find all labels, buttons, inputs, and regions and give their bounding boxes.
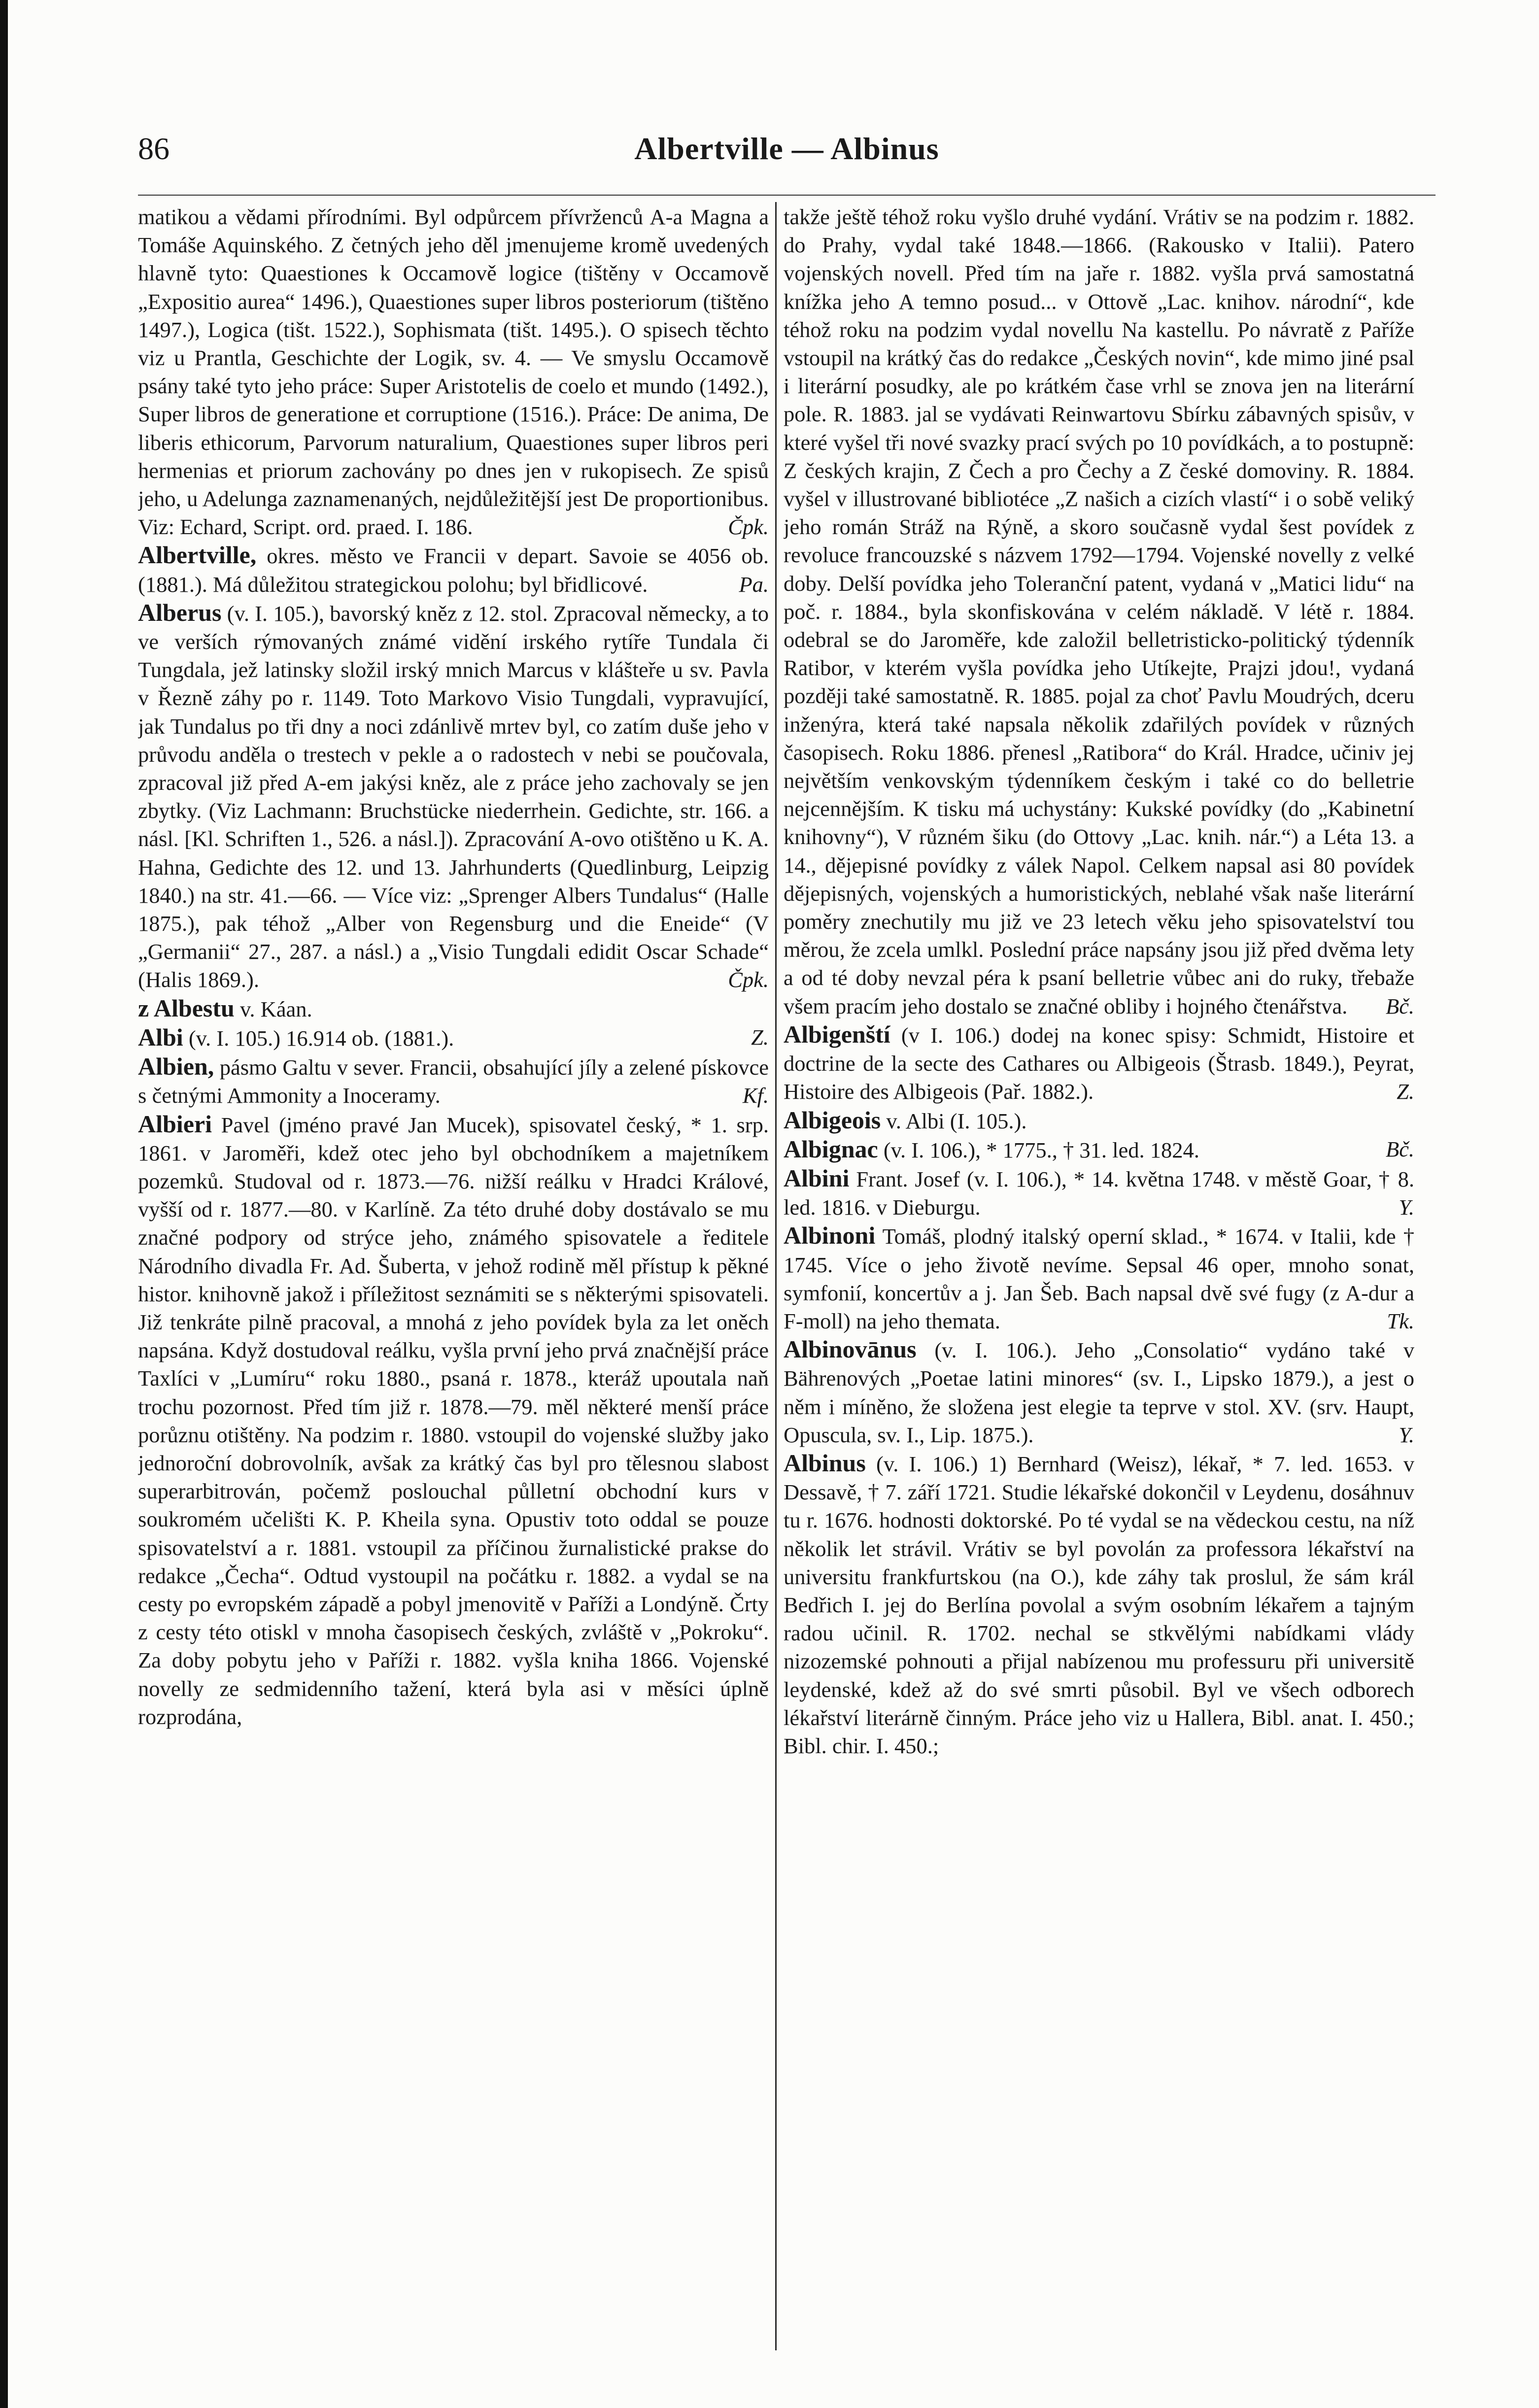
entry-headword: Albigenští bbox=[784, 1020, 890, 1048]
entry-signature: Bč. bbox=[1385, 1136, 1414, 1161]
entry-text: (v. I. 106.) 1) Bernhard (Weisz), lékař, * 7. led. 1653. v Dessavě, † 7. září 1721. Studie lékařské dokončil v Leydenu, dosáhnuv tu r. 1676. hodnosti doktorské. Po té vydal se na vědeckou cestu, na níž několik let strávil. Vrátiv se byl povolán za professora lékařství na universitu frankfurtskou (na O.), kde záhy tak proslul, že sám král Bedřich I. jej do Berlína povolal a svým osobním lékařem a tajným radou učinil. R. 1702. nechal se stkvělými nabídkami vlády nizozemské pohnouti a přijal nabízenou mu professuru při universitě leydenské, kdež až do své smrti působil. Byl ve všech odborech lékařství literárně činným. Práce jeho viz u Hallera, Bibl. anat. I. 450.; Bibl. chir. I. 450.; bbox=[784, 1451, 1414, 1758]
entry bbox=[138, 994, 769, 1023]
entry bbox=[784, 202, 1414, 1020]
entry-signature: Kf. bbox=[742, 1083, 769, 1108]
entry-text: Pavel (jméno pravé Jan Mucek), spisovatel český, * 1. srp. 1861. v Jaroměři, kdež otec jeho byl obchodníkem a majetníkem pozemků. Studoval od r. 1873.—76. nižší reálku v Hradci Králové, vyšší od r. 1877.—80. v Karlíně. Za této druhé doby dostávalo se mu značné podpory od strýce jeho, známého spisovatele a ředitele Národního divadla Fr. Ad. Šuberta, v jehož rodině měl přístup k pěkné histor. knihovně jakož i příležitost seznámiti se s některými spisovateli. Již tenkráte pilně pracoval, a mnohá z jeho povídek byla za let oněch napsána. Když dostudoval reálku, vyšla první jeho prvá značnější práce Taxlíci v „Lumíru“ roku 1880., psaná r. 1878., kteráž upoutala naň trochu pozornost. Před tím již r. 1878.—79. měl některé menší práce porůznu otištěny. Na podzim r. 1880. vstoupil do vojenské služby jako jednoroční dobrovolník, avšak za krátký čas byl pro tělesnou slabost superarbitrován, počemž poslouchal půlletní obchodní kurs v soukromém učelišti K. P. Kheila syna. Opustiv toto oddal se pouze spisovatelství a r. 1881. vstoupil za příčinou žurnalistické prakse do redakce „Čecha“. Odtud vystoupil na počátku r. 1882. a vydal se na cesty po evropském západě a pobyl jmenovitě v Paříži a Londýně. Črty z cesty této otiskl v mnoha časopisech českých, zvláště v „Pokroku“. Za doby pobytu jeho v Paříži r. 1882. vyšla kniha 1866. Vojenské novelly ze sedmidenního tažení, která byla asi v měsíci úplně rozprodána, bbox=[138, 1112, 769, 1729]
entry bbox=[138, 1023, 769, 1052]
header-rule bbox=[138, 195, 1436, 196]
entry-signature: Čpk. bbox=[728, 514, 769, 540]
entry bbox=[138, 541, 769, 598]
entry bbox=[138, 599, 769, 994]
entry-headword: z Albestu bbox=[138, 994, 235, 1022]
entry-text: Tomáš, plodný italský operní sklad., * 1674. v Italii, kde † 1745. Více o jeho životě nevíme. Sepsal 46 oper, mnoho sonat, symfonií, koncertův a j. Jan Šeb. Bach napsal dvě své fugy (z A-dur a F-moll) na jeho themata. bbox=[784, 1224, 1414, 1333]
entry-headword: Albigeois bbox=[784, 1106, 881, 1134]
entry-headword: Albi bbox=[138, 1023, 183, 1051]
entry-text: takže ještě téhož roku vyšlo druhé vydání. Vrátiv se na podzim r. 1882. do Prahy, vydal také 1848.—1866. (Rakousko v Italii). Patero vojenských novell. Před tím na jaře r. 1882. vyšla prvá samostatná knížka jeho A temno posud... v Ottově „Lac. knihov. národní“, kde téhož roku na podzim vydal novellu Na kastellu. Po návratě z Paříže vstoupil na krátký čas do redakce „Českých novin“, kde mimo jiné psal i literární posudky, ale po krátkém čase vrhl se znova jen na literární pole. R. 1883. jal se vydávati Reinwartovu Sbírku zábavných spisův, v které vyšel tři nové svazky prací svých po 10 povídkách, a to postupně: Z českých krajin, Z Čech a pro Čechy a Z české domoviny. R. 1884. vyšel v illustrované bibliotéce „Z našich a cizích vlastí“ i o sobě veliký jeho román Stráž na Rýně, a skoro současně vydal šest povídek z revoluce francouzské s názvem 1792—1794. Vojenské novelly z velké doby. Delší povídka jeho Toleranční patent, vydaná v „Matici lidu“ na poč. r. 1884., byla skonfiskována v celém nákladě. V létě r. 1884. odebral se do Jaroměře, kde založil belletristicko-politický týdenník Ratibor, v kterém vyšla povídka jeho Utíkejte, Prajzi jdou!, vydaná později také samostatně. R. 1885. pojal za choť Pavlu Moudrých, dceru inženýra, která také napsala několik zdařilých povídek v různých časopisech. Roku 1886. přenesl „Ratibora“ do Král. Hradce, učiniv jej největším venkovským týdenníkem českým i také co do belletrie nejcennějším. K tisku má uchystány: Kukské povídky (do „Kabinetní knihovny“), V různém šiku (do Ottovy „Lac. knih. nár.“) a Léta 13. a 14., dějepisné povídky z válek Napol. Celkem napsal asi 80 povídek dějepisných, vojenských a humoristických, neblahé však naše literární poměry znechutily mu již ve 23 letech věku jeho spisovatelství tou měrou, že zcela umlkl. Poslední práce napsány jsou již před dvěma lety a od té doby nevzal péra k psaní belletrie vůbec ani do ruky, třebaže všem pracím jeho dostalo se značné obliby i hojného čtenářstva. bbox=[784, 204, 1414, 1018]
entry-text: (v. I. 105.), bavorský kněz z 12. stol. Zpracoval německy, a to ve verších rýmovaných známé vidění irského rytíře Tundala či Tungdala, jež latinsky složil irský mnich Marcus v klášteře u sv. Pavla v Řezně záhy po r. 1149. Toto Markovo Visio Tungdali, vypravující, jak Tundalus po tři dny a noci zdánlivě mrtev byl, co zatím duše jeho v průvodu anděla o trestech v pekle a o radostech v nebi se poučovala, zpracoval již před A-em jakýsi kněz, ale z práce jeho zachovaly se jen zbytky. (Viz Lachmann: Bruchstücke niederrhein. Gedichte, str. 166. a násl. [Kl. Schriften 1., 526. a násl.]). Zpracování A-ovo otištěno u K. A. Hahna, Gedichte des 12. und 13. Jahrhunderts (Quedlinburg, Leipzig 1840.) na str. 41.—66. — Více viz: „Sprenger Albers Tundalus“ (Halle 1875.), pak téhož „Alber von Regensburg und die Eneide“ (V „Germanii“ 27., 287. a násl.) a „Visio Tungdali edidit Oscar Schade“ (Halis 1869.). bbox=[138, 601, 769, 992]
entry bbox=[784, 1135, 1414, 1164]
page-header bbox=[138, 131, 1436, 177]
left-column bbox=[138, 202, 769, 2355]
entry-text: Frant. Josef (v. I. 106.), * 14. května 1748. v městě Goar, † 8. led. 1816. v Dieburgu. bbox=[784, 1166, 1414, 1220]
entry-headword: Albinus bbox=[784, 1449, 866, 1477]
entry-headword: Alberus bbox=[138, 598, 222, 626]
entry-signature: Z. bbox=[1397, 1079, 1414, 1104]
entry bbox=[138, 1110, 769, 1731]
entry bbox=[784, 1221, 1414, 1335]
entry-signature: Bč. bbox=[1385, 993, 1414, 1018]
entry-text: matikou a vědami přírodními. Byl odpůrcem přívrženců A-a Magna a Tomáše Aquinského. Z četných jeho děl jmenujeme kromě uvedených hlavně tyto: Quaestiones k Occamově logice (tištěny v Occamově „Expositio aurea“ 1496.), Quaestiones super libros posteriorum (tištěno 1497.), Logica (tišt. 1522.), Sophismata (tišt. 1495.). O spisech těchto viz u Prantla, Geschichte der Logik, sv. 4. — Ve smyslu Occamově psány také tyto jeho práce: Super Aristotelis de coelo et mundo (1492.), Super libros de generatione et corruptione (1516.). Práce: De anima, De liberis ethicorum, Parvorum naturalium, Quaestiones super libros peri hermenias et priorum zachovány po dnes jen v rukopisech. Ze spisů jeho, u Adelunga zaznamenaných, nejdůležitější jest De proportionibus. Viz: Echard, Script. ord. praed. I. 186. bbox=[138, 204, 769, 540]
entry-headword: Albini bbox=[784, 1164, 850, 1192]
right-column bbox=[784, 202, 1414, 2355]
entry-signature: Čpk. bbox=[728, 967, 769, 992]
entry-text: v. Albi (I. 105.). bbox=[886, 1108, 1027, 1133]
entry bbox=[138, 1052, 769, 1110]
entry-headword: Albieri bbox=[138, 1110, 212, 1138]
entry-text: (v. I. 105.) 16.914 ob. (1881.). bbox=[188, 1025, 454, 1051]
entry-headword: Albinoni bbox=[784, 1221, 876, 1250]
entry-text: (v. I. 106.), * 1775., † 31. led. 1824. bbox=[883, 1137, 1199, 1162]
entry-text: okres. město ve Francii v depart. Savoie se 4056 ob. (1881.). Má důležitou strategickou polohu; byl břidlicové. bbox=[138, 543, 769, 597]
entry-signature: Y. bbox=[1399, 1195, 1414, 1220]
entry-text: v. Káan. bbox=[239, 996, 312, 1021]
entry-headword: Albinovānus bbox=[784, 1335, 917, 1363]
column-divider bbox=[775, 202, 777, 2350]
entry-text: pásmo Galtu v sever. Francii, obsahující jíly a zelené pískovce s četnými Ammonity a Inoceramy. bbox=[138, 1055, 769, 1108]
entry bbox=[784, 1106, 1414, 1135]
entry-signature: Tk. bbox=[1387, 1308, 1414, 1333]
entry-signature: Z. bbox=[751, 1024, 769, 1050]
entry-headword: Albignac bbox=[784, 1135, 878, 1163]
entry-headword: Albien, bbox=[138, 1052, 214, 1081]
entry bbox=[138, 202, 769, 541]
entry-text: (v. I. 106.). Jeho „Consolatio“ vydáno také v Bährenových „Poetae latini minores“ (sv. I., Lipsko 1879.), a jest o něm i míněno, že složena jest elegie ta teprve v stol. XV. (srv. Haupt, Opuscula, sv. I., Lip. 1875.). bbox=[784, 1338, 1414, 1447]
entry-signature: Pa. bbox=[739, 572, 769, 597]
scan-edge bbox=[0, 0, 8, 2408]
entry-headword: Albertville, bbox=[138, 541, 257, 569]
page-number: 86 bbox=[138, 131, 170, 166]
entry bbox=[784, 1449, 1414, 1760]
entry bbox=[784, 1335, 1414, 1449]
entry bbox=[784, 1020, 1414, 1106]
entry-text: (v I. 106.) dodej na konec spisy: Schmidt, Histoire et doctrine de la secte des Cathares ou Albigeois (Štrasb. 1849.), Peyrat, Histoire des Albigeois (Pař. 1882.). bbox=[784, 1022, 1414, 1104]
entry-signature: Y. bbox=[1399, 1422, 1414, 1447]
running-title: Albertville — Albinus bbox=[634, 131, 939, 166]
entry bbox=[784, 1164, 1414, 1221]
